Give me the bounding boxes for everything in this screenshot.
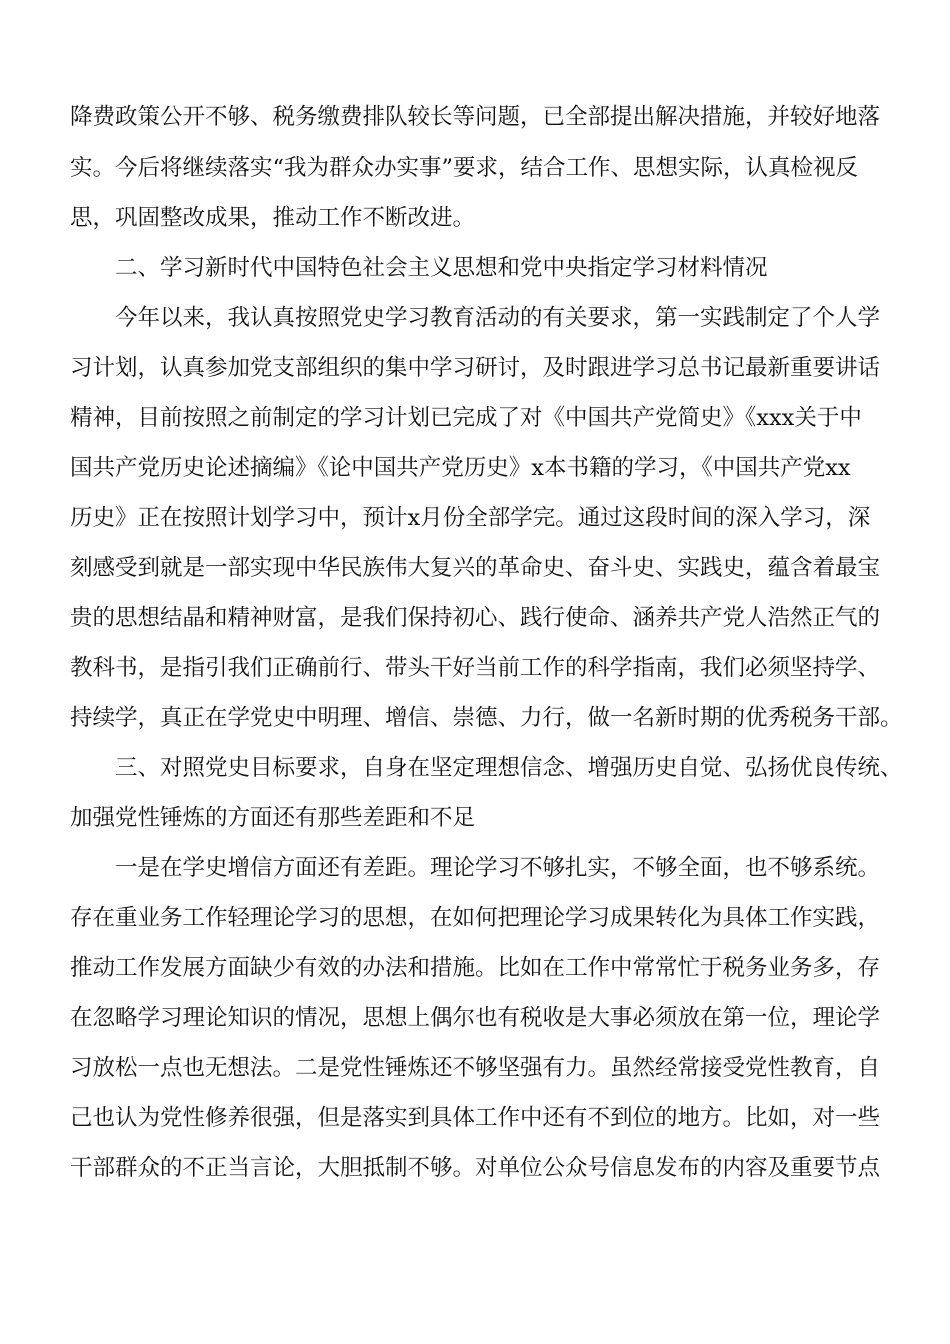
text-line: 精神，目前按照之前制定的学习计划已完成了对《中国共产党简史》《xxx关于中 [70,405,862,431]
text-line: 在忽略学习理论知识的情况，思想上偶尔也有税收是大事必须放在第一位，理论学 [70,1005,881,1031]
section-heading: 三、对照党史目标要求，自身在坚定理想信念、增强历史自觉、弘扬优良传统、 [115,755,903,781]
text-line: 实。今后将继续落实“我为群众办实事”要求，结合工作、思想实际，认真检视反 [70,155,859,181]
text-line: 刻感受到就是一部实现中华民族伟大复兴的革命史、奋斗史、实践史，蕴含着最宝 [70,555,881,581]
text-line: 历史》正在按照计划学习中，预计x月份全部学完。通过这段时间的深入学习，深 [70,505,871,531]
text-line: 习计划，认真参加党支部组织的集中学习研讨，及时跟进学习总书记最新重要讲话 [70,355,881,381]
section-heading: 二、学习新时代中国特色社会主义思想和党中央指定学习材料情况 [115,255,768,281]
text-line: 干部群众的不正当言论，大胆抵制不够。对单位公众号信息发布的内容及重要节点 [70,1155,881,1181]
text-line: 持续学，真正在学党史中明理、增信、崇德、力行，做一名新时期的优秀税务干部。 [70,705,903,731]
text-line: 国共产党历史论述摘编》《论中国共产党历史》x本书籍的学习，《中国共产党xx [70,455,851,481]
text-line: 习放松一点也无想法。二是党性锤炼还不够坚强有力。虽然经常接受党性教育，自 [70,1055,881,1081]
text-line: 今年以来，我认真按照党史学习教育活动的有关要求，第一实践制定了个人学 [115,305,881,331]
text-line: 思，巩固整改成果，推动工作不断改进。 [70,205,476,231]
text-line: 贵的思想结晶和精神财富，是我们保持初心、践行使命、涵养共产党人浩然正气的 [70,605,881,631]
text-line: 存在重业务工作轻理论学习的思想，在如何把理论学习成果转化为具体工作实践， [70,905,881,931]
text-line: 一是在学史增信方面还有差距。理论学习不够扎实，不够全面，也不够系统。 [115,855,881,881]
text-line: 己也认为党性修养很强，但是落实到具体工作中还有不到位的地方。比如，对一些 [70,1105,881,1131]
text-line: 教科书，是指引我们正确前行、带头干好当前工作的科学指南，我们必须坚持学、 [70,655,881,681]
text-line: 推动工作发展方面缺少有效的办法和措施。比如在工作中常常忙于税务业务多，存 [70,955,881,981]
section-heading-continued: 加强党性锤炼的方面还有那些差距和不足 [70,805,476,831]
text-line: 降费政策公开不够、税务缴费排队较长等问题，已全部提出解决措施，并较好地落 [70,104,881,130]
